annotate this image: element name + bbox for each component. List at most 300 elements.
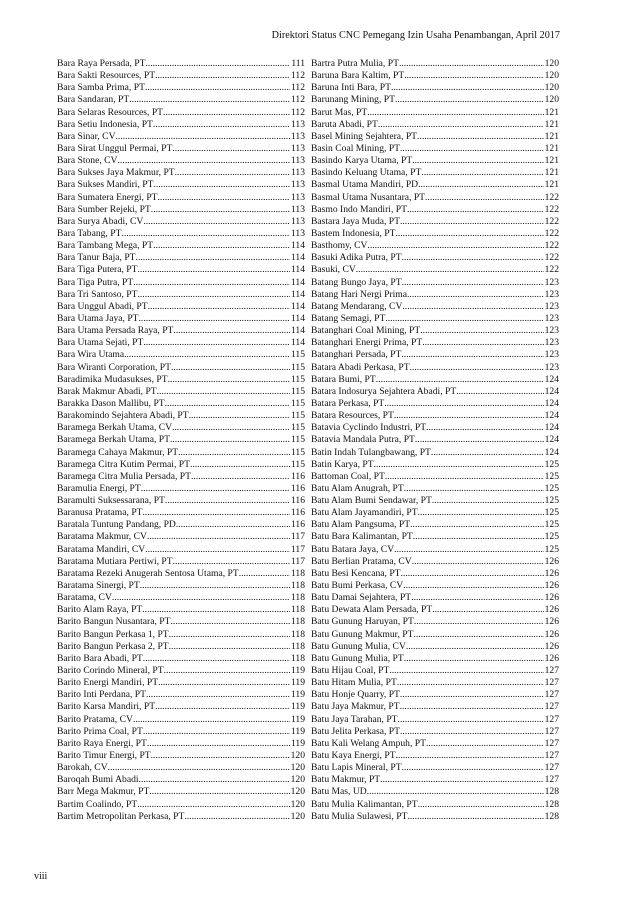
entry-name: Bara Tiga Putera, PT [57,264,138,276]
entry-page: 113 [290,155,305,167]
entry-page: 123 [544,337,559,349]
dot-leader [407,289,544,301]
dot-leader [140,580,290,592]
entry-page: 115 [290,349,305,361]
index-entry [57,422,305,434]
dot-leader [173,556,290,568]
index-entry [311,143,559,155]
entry-page: 115 [290,422,305,434]
entry-page: 124 [544,385,559,397]
entry-name: Bastem Indonesia, PT [311,227,396,239]
entry-name: Barakomindo Sejahtera Abadi, PT [57,410,189,422]
index-entry [57,726,305,738]
entry-name: Batu Alam Pangsuma, PT [311,519,411,531]
entry-name: Baramulia Energi, PT [57,482,141,494]
entry-name: Bara Sinar, CV [57,130,116,142]
index-entry [311,677,559,689]
dot-leader [190,459,290,471]
entry-page: 126 [544,616,559,628]
entry-name: Bara Tambang Mega, PT [57,240,154,252]
dot-leader [172,143,290,155]
entry-name: Basmal Utama Mandiri, PD [311,179,419,191]
dot-leader [176,519,290,531]
index-entry [311,119,559,131]
index-entry [57,519,305,531]
dot-leader [456,386,543,398]
entry-name: Baramega Citra Mulia Persada, PT [57,470,192,482]
entry-name: Batara Indosurya Sejahtera Abadi, PT [311,385,457,397]
dot-leader [141,483,290,495]
index-entry [311,301,559,313]
entry-page: 126 [544,640,559,652]
entry-name: Bara Tri Santoso, PT [57,288,138,300]
dot-leader [418,799,544,811]
entry-page: 119 [290,677,305,689]
entry-page: 120 [544,58,559,69]
dot-leader [171,616,290,628]
entry-page: 120 [544,94,559,106]
entry-name: Batu Lapis Mineral, PT [311,762,402,774]
entry-page: 121 [544,142,559,154]
entry-name: Baratama Makmur, CV [57,531,147,543]
dot-leader [396,750,544,762]
dot-leader [112,592,290,604]
entry-page: 124 [544,422,559,434]
dot-leader [168,374,290,386]
entry-name: Basthomy, CV [311,240,368,252]
entry-name: Barito Karsa Mandiri, PT [57,701,156,713]
dot-leader [124,349,290,361]
dot-leader [394,544,543,556]
dot-leader [422,337,543,349]
entry-page: 117 [290,531,305,543]
entry-page: 118 [290,567,305,579]
entry-page: 111 [291,58,305,69]
entry-page: 116 [290,482,305,494]
entry-page: 125 [544,458,559,470]
entry-name: Batara Resources, PT [311,410,394,422]
dot-leader [171,362,290,374]
entry-page: 124 [544,410,559,422]
index-entry [57,119,305,131]
dot-leader [426,422,543,434]
dot-leader [413,629,543,641]
index-entry [311,556,559,568]
dot-leader [137,799,289,811]
entry-page: 120 [544,70,559,82]
index-entry [57,568,305,580]
entry-name: Baratama Mutiara Pertiwi, PT [57,555,173,567]
dot-leader [432,604,543,616]
dot-leader [157,386,290,398]
index-entry [311,531,559,543]
entry-name: Basel Mining Sejahtera, PT [311,130,418,142]
dot-leader [136,252,290,264]
dot-leader [133,714,290,726]
index-entry [311,568,559,580]
index-entry [57,604,305,616]
entry-page: 115 [290,361,305,373]
dot-leader [414,616,544,628]
entry-page: 124 [544,446,559,458]
entry-name: Bara Setiu Indonesia, PT [57,118,153,130]
index-entry [311,799,559,811]
dot-leader [129,94,290,106]
index-entry [311,774,559,786]
entry-page: 113 [290,130,305,142]
dot-leader [400,143,544,155]
entry-name: Basindo Keluang Utama, PT [311,167,422,179]
entry-page: 113 [290,142,305,154]
entry-page: 123 [544,325,559,337]
dot-leader [410,362,544,374]
entry-name: Bara Sirat Unggul Permai, PT [57,142,173,154]
dot-leader [426,738,544,750]
entry-page: 119 [290,713,305,725]
index-entry [311,762,559,774]
dot-leader [356,264,544,276]
entry-name: Bara Samba Prima, PT [57,82,145,94]
dot-leader [116,131,290,143]
entry-name: Bara Stone, CV [57,155,118,167]
entry-page: 115 [290,385,305,397]
index-entry [57,629,305,641]
entry-name: Bara Surya Abadi, CV [57,215,144,227]
dot-leader [400,689,544,701]
index-entry [311,495,559,507]
entry-name: Batara Perkasa, PT [311,397,385,409]
entry-page: 113 [290,118,305,130]
entry-name: Bartim Coalindo, PT [57,798,138,810]
index-entry [311,240,559,252]
entry-page: 122 [544,215,559,227]
index-entry [57,799,305,811]
entry-name: Barito Timur Energi, PT [57,750,151,762]
entry-name: Bara Tanur Baja, PT [57,252,136,264]
entry-name: Baramulti Suksessarana, PT [57,495,165,507]
index-entry [311,629,559,641]
entry-page: 114 [290,240,305,252]
index-entry [311,726,559,738]
entry-name: Bara Utama Sejati, PT [57,337,144,349]
entry-name: Barito Energi Mandiri, PT [57,677,159,689]
entry-page: 125 [544,519,559,531]
index-entry [57,70,305,82]
entry-name: Batu Kaya Energi, PT [311,750,396,762]
entry-page: 115 [290,434,305,446]
entry-name: Batu Hitam Mulia, PT [311,677,397,689]
entry-page: 125 [544,507,559,519]
page-number: viii [34,871,48,882]
dot-leader [139,774,290,786]
entry-page: 119 [290,665,305,677]
index-entry [57,374,305,386]
entry-page: 116 [290,470,305,482]
entry-page: 114 [290,288,305,300]
entry-page: 117 [290,543,305,555]
entry-name: Baramega Citra Kutim Permai, PT [57,458,190,470]
entry-page: 121 [544,167,559,179]
dot-leader [404,653,544,665]
entry-name: Barito Alam Raya, PT [57,604,143,616]
entry-page: 119 [290,689,305,701]
dot-leader [146,689,290,701]
entry-page: 120 [290,810,305,822]
index-entry [57,544,305,556]
entry-name: Batang Bungo Jaya, PT [311,276,402,288]
entry-page: 118 [290,628,305,640]
entry-page: 118 [290,652,305,664]
entry-name: Baramega Berkah Utama, CV [57,422,173,434]
entry-page: 128 [544,810,559,822]
entry-name: Barito Bangun Perkasa 2, PT [57,640,169,652]
index-entry [311,786,559,798]
entry-page: 118 [290,580,305,592]
entry-page: 114 [290,300,305,312]
entry-name: Batavia Mandala Putra, PT [311,434,415,446]
entry-name: Basuki Adika Putra, PT [311,252,402,264]
entry-page: 121 [544,118,559,130]
entry-name: Batang Hari Nergi Prima [311,288,408,300]
index-entry [57,349,305,361]
entry-page: 127 [544,665,559,677]
index-entry [57,179,305,191]
index-entry [311,374,559,386]
entry-page: 121 [544,130,559,142]
entry-name: Baratama Mandiri, CV [57,543,146,555]
entry-name: Bara Raya Persada, PT [57,58,146,69]
dot-leader [155,70,290,82]
entry-page: 114 [290,252,305,264]
entry-page: 112 [290,82,305,94]
index-entry [57,447,305,459]
entry-name: Batu Mas, UD [311,786,367,798]
entry-name: Barito Bara Abadi, PT [57,652,143,664]
index-entry [57,653,305,665]
dot-leader [151,204,290,216]
entry-page: 124 [544,434,559,446]
index-entry [57,677,305,689]
dot-leader [395,228,543,240]
entry-name: Batu Hijau Coal, PT [311,665,390,677]
dot-leader [407,204,544,216]
entry-name: Baradimika Mudasukses, PT [57,373,168,385]
index-entry [311,107,559,119]
entry-page: 122 [544,240,559,252]
dot-leader [143,726,290,738]
dot-leader [137,264,289,276]
entry-page: 115 [290,410,305,422]
index-entry [57,459,305,471]
index-entry [311,811,559,823]
index-entry [311,689,559,701]
entry-name: Bartim Metropolitan Perkasa, PT [57,810,185,822]
index-entry [57,434,305,446]
entry-name: Batin Indah Tulangbawang, PT [311,446,431,458]
running-header: Direktori Status CNC Pemegang Izin Usaha Penambangan, April 2017 [271,30,560,41]
entry-page: 116 [290,495,305,507]
entry-name: Bara Unggul Abadi, PT [57,300,148,312]
index-entry [57,264,305,276]
dot-leader [164,665,290,677]
dot-leader [407,811,543,823]
entry-name: Baramega Cahaya Makmur, PT [57,446,179,458]
index-entry [311,422,559,434]
entry-name: Batara Bumi, PT [311,373,376,385]
dot-leader [155,701,290,713]
entry-name: Barokah, CV [57,762,108,774]
dot-leader [147,738,290,750]
entry-page: 113 [290,191,305,203]
entry-name: Batu Gunung Makmur, PT [311,628,414,640]
dot-leader [121,228,290,240]
dot-leader [376,374,544,386]
entry-name: Bara Sumber Rejeki, PT [57,203,151,215]
entry-name: Batu Jaya Makmur, PT [311,701,400,713]
entry-page: 126 [544,555,559,567]
dot-leader [400,726,544,738]
entry-name: Barito Prima Coal, PT [57,725,143,737]
entry-name: Barito Raya Energi, PT [57,737,147,749]
entry-page: 125 [544,543,559,555]
entry-page: 122 [544,264,559,276]
entry-page: 119 [290,701,305,713]
entry-page: 128 [544,786,559,798]
index-entry [57,94,305,106]
entry-name: Bara Sumatera Energi, PT [57,191,158,203]
entry-name: Bartra Putra Mulia, PT [311,58,399,69]
index-entry [57,665,305,677]
entry-page: 120 [290,774,305,786]
entry-name: Batu Bara Kalimantan, PT [311,531,413,543]
entry-page: 127 [544,737,559,749]
dot-leader [178,447,290,459]
entry-name: Batang Mendarang, CV [311,300,403,312]
entry-page: 118 [290,592,305,604]
entry-page: 123 [544,276,559,288]
index-entry [57,398,305,410]
dot-leader [402,277,544,289]
index-entry [57,289,305,301]
entry-name: Batanghari Energi Prima, PT [311,337,423,349]
dot-leader [367,107,543,119]
entry-page: 113 [290,215,305,227]
dot-leader [153,179,289,191]
dot-leader [163,107,290,119]
dot-leader [142,604,290,616]
entry-name: Basindo Karya Utama, PT [311,155,413,167]
dot-leader [184,811,289,823]
entry-page: 126 [544,567,559,579]
entry-name: Bara Wira Utama [57,349,125,361]
dot-leader [189,410,290,422]
entry-name: Baratama, CV [57,592,112,604]
dot-leader [380,774,543,786]
entry-page: 126 [544,604,559,616]
entry-page: 112 [290,106,305,118]
dot-leader [403,580,543,592]
index-entry [57,313,305,325]
index-entry [311,738,559,750]
index-entry [311,167,559,179]
dot-leader [153,119,290,131]
entry-name: Barito Bangun Perkasa 1, PT [57,628,169,640]
entry-name: Batu Alam Anugrah, PT [311,482,404,494]
index-entry [57,495,305,507]
index-entry [311,70,559,82]
entry-name: Batu Jelita Perkasa, PT [311,725,400,737]
entry-page: 122 [544,227,559,239]
index-entry [57,410,305,422]
entry-page: 115 [290,373,305,385]
index-entry [311,386,559,398]
dot-leader [172,422,290,434]
entry-name: Batu Gunung Mulia, CV [311,640,406,652]
dot-leader [143,653,290,665]
index-entry [57,774,305,786]
index-entry [311,204,559,216]
index-entry [311,447,559,459]
dot-leader [399,58,544,70]
entry-name: Bara Sukses Mandiri, PT [57,179,154,191]
entry-page: 127 [544,701,559,713]
index-entry [311,519,559,531]
entry-name: Barak Makmur Abadi, PT [57,385,157,397]
entry-page: 127 [544,677,559,689]
index-entry [57,471,305,483]
entry-page: 125 [544,482,559,494]
entry-name: Basin Coal Mining, PT [311,142,401,154]
index-entry [57,738,305,750]
entry-name: Bara Sukses Jaya Makmur, PT [57,167,175,179]
entry-name: Batanghari Coal Mining, PT [311,325,421,337]
entry-page: 117 [290,555,305,567]
entry-page: 114 [290,276,305,288]
entry-page: 127 [544,725,559,737]
entry-page: 127 [544,762,559,774]
entry-page: 124 [544,397,559,409]
index-entry [311,714,559,726]
index-entry [311,701,559,713]
index-entry [311,641,559,653]
dot-leader [432,495,544,507]
entry-name: Baramega Berkah Utama, PT [57,434,170,446]
dot-leader [415,434,544,446]
index-entry [57,167,305,179]
entry-page: 120 [290,786,305,798]
entry-name: Batu Alam Bumi Sendawar, PT [311,495,432,507]
dot-leader [401,349,543,361]
dot-leader [420,325,543,337]
dot-leader [417,131,544,143]
dot-leader [173,325,290,337]
dot-leader [418,507,544,519]
entry-name: Bara Selaras Resources, PT [57,106,164,118]
entry-name: Batu Honje Quarry, PT [311,689,400,701]
index-entry [57,616,305,628]
index-entry [311,434,559,446]
index-entry [57,362,305,374]
dot-leader [425,192,544,204]
index-entry [311,604,559,616]
entry-name: Baruna Bara Kaltim, PT [311,70,405,82]
entry-name: Baroqah Bumi Abadi [57,774,139,786]
entry-page: 121 [544,155,559,167]
index-entry [57,580,305,592]
entry-name: Batu Berlian Pratama, CV [311,555,412,567]
index-entry [311,337,559,349]
entry-page: 127 [544,689,559,701]
